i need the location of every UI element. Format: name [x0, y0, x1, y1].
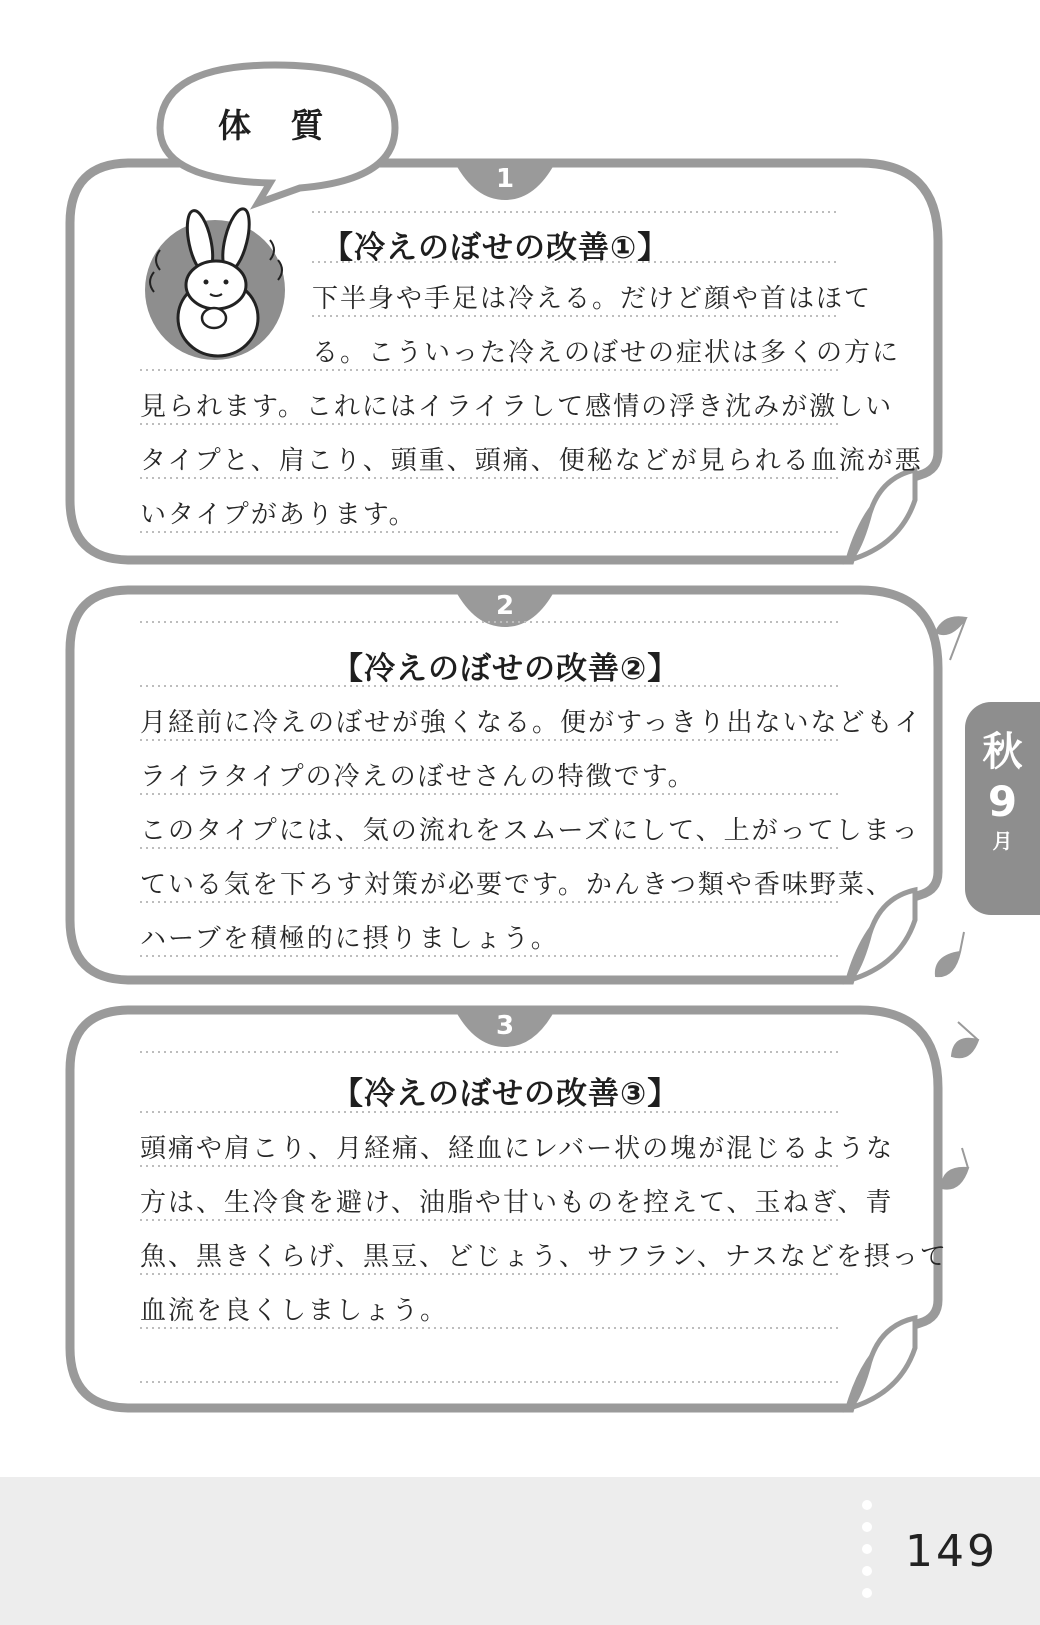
- card-2-line: ている気を下ろす対策が必要です。かんきつ類や香味野菜、: [140, 870, 894, 900]
- footer-dot: [862, 1566, 872, 1576]
- card-3-number: 3: [495, 1011, 515, 1041]
- footer-dot: [862, 1522, 872, 1532]
- card-1-line: タイプと、肩こり、頭重、頭痛、便秘などが見られる血流が悪: [140, 446, 923, 476]
- card-2-line: 月経前に冷えのぼせが強くなる。便がすっきり出ないなどもイ: [140, 708, 923, 738]
- card-3-title: 【冷えのぼせの改善③】: [332, 1076, 680, 1112]
- card-1-line: 下半身や手足は冷える。だけど顔や首はほて: [312, 284, 873, 314]
- footer-band: [0, 1477, 1040, 1625]
- card-1-line: る。こういった冷えのぼせの症状は多くの方に: [312, 338, 901, 368]
- card-3-line: 頭痛や肩こり、月経痛、経血にレバー状の塊が混じるような: [140, 1134, 895, 1164]
- card-1-line: 見られます。これにはイライラして感情の浮き沈みが激しい: [140, 392, 894, 422]
- card-2-title: 【冷えのぼせの改善②】: [332, 651, 680, 687]
- month-unit: 月: [992, 829, 1013, 853]
- month-number: 9: [987, 777, 1018, 826]
- season-label: 秋: [982, 729, 1023, 775]
- footer-dot: [862, 1500, 872, 1510]
- card-2-number: 2: [495, 591, 515, 621]
- footer-dot: [862, 1588, 872, 1598]
- card-3-line: 血流を良くしましょう。: [140, 1296, 449, 1326]
- page-number: 149: [905, 1526, 998, 1577]
- section-label: 体 質: [218, 106, 338, 145]
- card-2-line: ライラタイプの冷えのぼせさんの特徴です。: [140, 762, 696, 792]
- card-3-line: 魚、黒きくらげ、黒豆、どじょう、サフラン、ナスなどを摂って: [140, 1242, 948, 1272]
- card-1-title: 【冷えのぼせの改善①】: [322, 230, 670, 266]
- month-index-tab[interactable]: [965, 702, 1040, 915]
- card-1-number: 1: [495, 164, 515, 194]
- card-2-line: このタイプには、気の流れをスムーズにして、上がってしまっ: [140, 816, 920, 846]
- footer-dot: [862, 1544, 872, 1554]
- card-3-line: 方は、生冷食を避け、油脂や甘いものを控えて、玉ねぎ、青: [140, 1188, 894, 1218]
- card-2-line: ハーブを積極的に摂りましょう。: [140, 924, 559, 954]
- card-1-line: いタイプがあります。: [140, 500, 417, 530]
